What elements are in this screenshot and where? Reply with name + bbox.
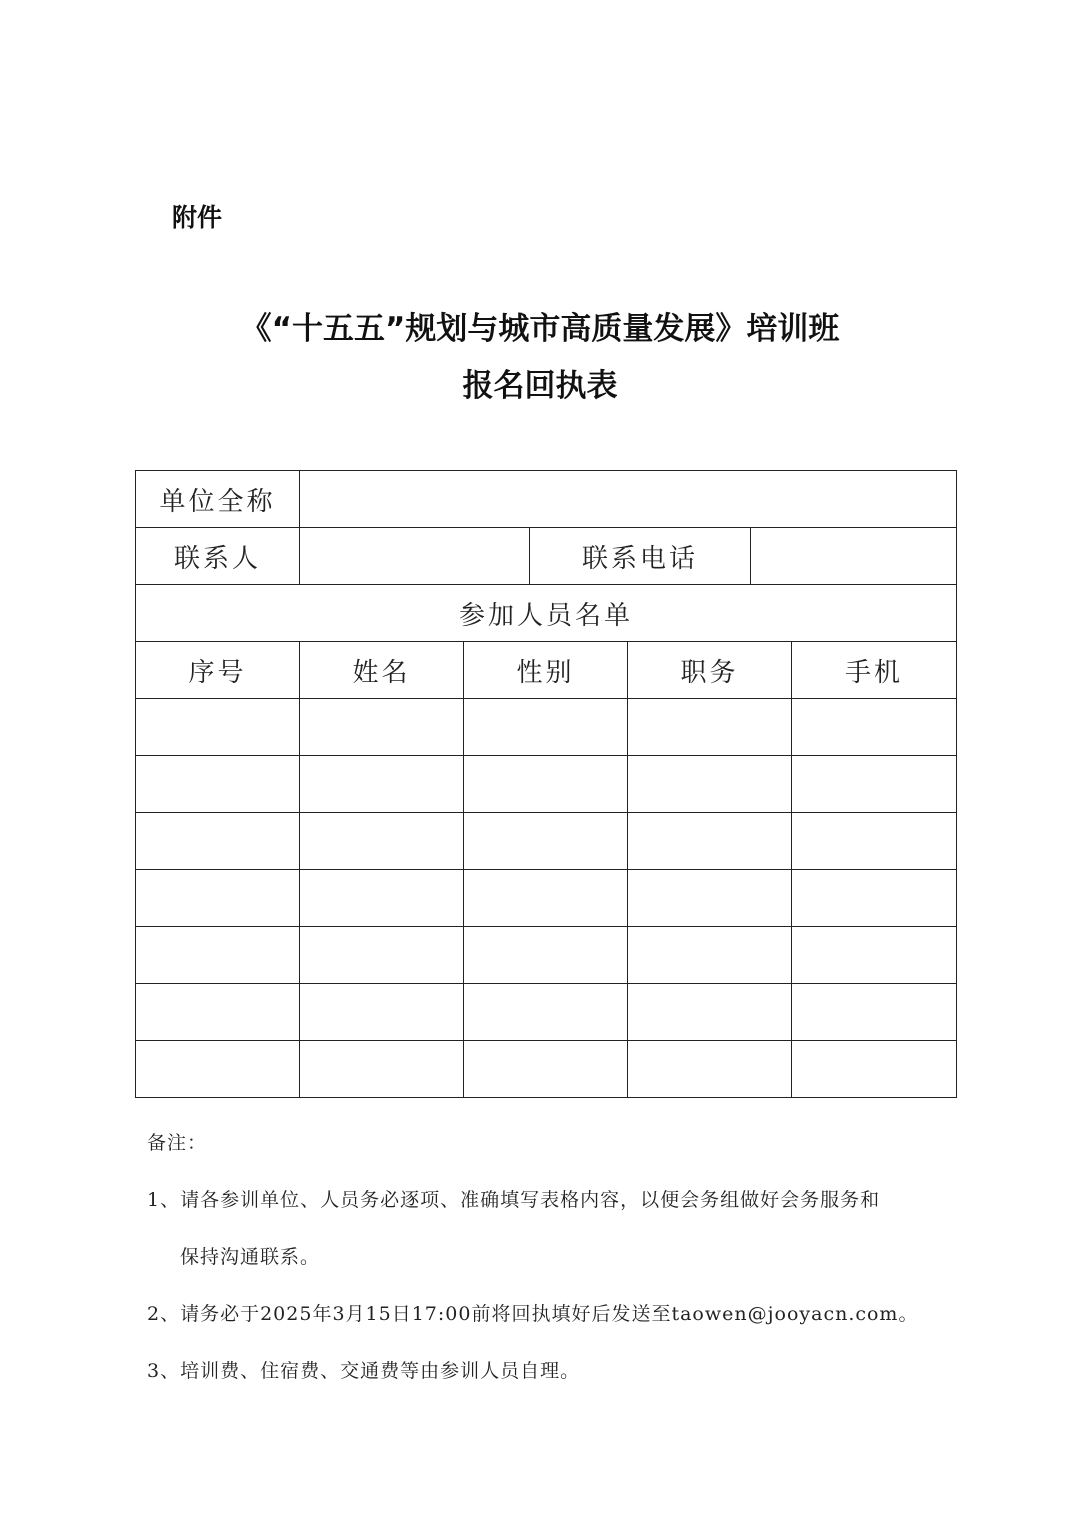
cell-position[interactable]: [628, 756, 792, 813]
note-item-3: 3、培训费、住宿费、交通费等由参训人员自理。: [147, 1360, 581, 1382]
cell-name[interactable]: [300, 984, 464, 1041]
cell-mobile[interactable]: [792, 813, 957, 870]
cell-name[interactable]: [300, 927, 464, 984]
cell-mobile[interactable]: [792, 927, 957, 984]
form-title-line2: 报名回执表: [462, 368, 618, 404]
column-header-mobile: 手机: [792, 642, 957, 699]
cell-position[interactable]: [628, 699, 792, 756]
cell-index[interactable]: [136, 927, 300, 984]
cell-index[interactable]: [136, 984, 300, 1041]
cell-name[interactable]: [300, 813, 464, 870]
cell-index[interactable]: [136, 813, 300, 870]
cell-gender[interactable]: [464, 756, 628, 813]
cell-position[interactable]: [628, 813, 792, 870]
cell-position[interactable]: [628, 927, 792, 984]
cell-position[interactable]: [628, 984, 792, 1041]
note-item-1-continued: 保持沟通联系。: [180, 1246, 321, 1268]
notes-heading: 备注：: [147, 1132, 208, 1154]
column-header-name: 姓名: [300, 642, 464, 699]
unit-name-row: [136, 471, 957, 528]
participants-header-row: [136, 585, 957, 642]
cell-mobile[interactable]: [792, 756, 957, 813]
contact-row: [136, 528, 957, 585]
participants-header: 参加人员名单: [136, 585, 957, 642]
table-row: [136, 756, 957, 813]
cell-name[interactable]: [300, 699, 464, 756]
unit-name-label: 单位全称: [136, 471, 300, 528]
cell-gender[interactable]: [464, 870, 628, 927]
table-row: [136, 1041, 957, 1098]
cell-index[interactable]: [136, 699, 300, 756]
column-header-gender: 性别: [464, 642, 628, 699]
table-row: [136, 927, 957, 984]
cell-index[interactable]: [136, 756, 300, 813]
unit-name-field[interactable]: [300, 471, 957, 528]
cell-mobile[interactable]: [792, 984, 957, 1041]
column-header-row: [136, 642, 957, 699]
table-row: [136, 699, 957, 756]
contact-person-label: 联系人: [136, 528, 300, 585]
note-item-1: 1、请各参训单位、人员务必逐项、准确填写表格内容，以便会务组做好会务服务和: [147, 1189, 881, 1211]
cell-gender[interactable]: [464, 1041, 628, 1098]
column-header-position: 职务: [628, 642, 792, 699]
cell-name[interactable]: [300, 870, 464, 927]
cell-mobile[interactable]: [792, 699, 957, 756]
registration-form-table: [135, 470, 957, 1098]
form-title-line1: 《“十五五”规划与城市高质量发展》培训班: [240, 311, 840, 347]
note-item-2: 2、请务必于2025年3月15日17:00前将回执填好后发送至taowen@jooyacn.com。: [147, 1303, 919, 1325]
cell-position[interactable]: [628, 1041, 792, 1098]
cell-gender[interactable]: [464, 813, 628, 870]
cell-gender[interactable]: [464, 927, 628, 984]
cell-mobile[interactable]: [792, 870, 957, 927]
cell-position[interactable]: [628, 870, 792, 927]
cell-index[interactable]: [136, 870, 300, 927]
contact-phone-label: 联系电话: [530, 528, 751, 585]
table-row: [136, 870, 957, 927]
cell-index[interactable]: [136, 1041, 300, 1098]
cell-name[interactable]: [300, 756, 464, 813]
contact-phone-field[interactable]: [751, 528, 957, 585]
table-row: [136, 813, 957, 870]
table-row: [136, 984, 957, 1041]
attachment-label: 附件: [172, 203, 223, 232]
contact-person-field[interactable]: [300, 528, 530, 585]
cell-gender[interactable]: [464, 984, 628, 1041]
cell-name[interactable]: [300, 1041, 464, 1098]
cell-gender[interactable]: [464, 699, 628, 756]
column-header-index: 序号: [136, 642, 300, 699]
notes-section: [147, 1115, 967, 1400]
cell-mobile[interactable]: [792, 1041, 957, 1098]
